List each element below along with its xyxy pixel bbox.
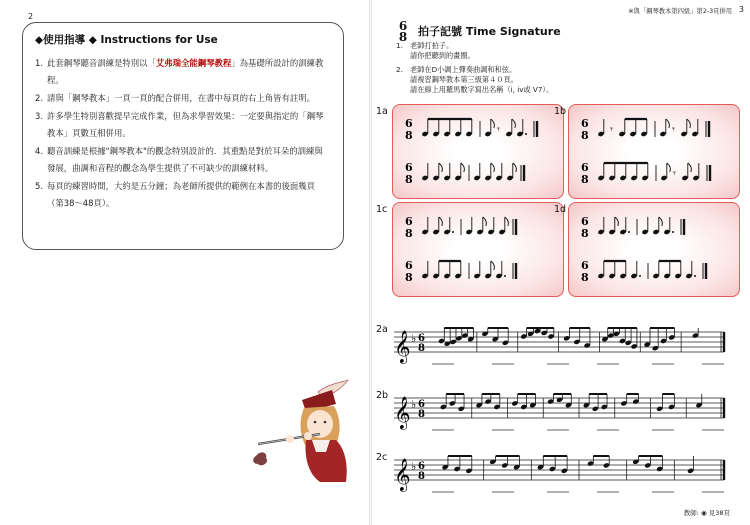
note-flag (491, 163, 495, 172)
section-instructions (396, 41, 553, 99)
note-dot (504, 275, 506, 277)
teacher-footer: 教師: ◉ 見38頁 (683, 509, 730, 517)
svg-text:6: 6 (405, 215, 413, 228)
section-title: 拍子記號 Time Signature (418, 25, 561, 38)
right-page (372, 0, 750, 525)
rhythm-options-1a (393, 105, 565, 200)
rest: 𝄾 (497, 123, 500, 136)
svg-text:6: 6 (581, 259, 589, 272)
svg-text:8: 8 (581, 129, 589, 142)
instructions-heading: ◆使用指導 ◆ Instructions for Use (35, 34, 218, 46)
note-dot (672, 231, 674, 233)
note-flag (513, 163, 517, 172)
page-number-left: 2 (28, 12, 34, 21)
note-flag (687, 119, 691, 128)
instruction-number: 3. (35, 111, 43, 121)
rest: 𝄾 (672, 123, 675, 136)
staff-2c-notation (372, 448, 750, 508)
time-signature (405, 215, 413, 240)
note-flag (483, 217, 487, 226)
note-flag (491, 119, 495, 128)
time-signature (581, 215, 589, 240)
section-instruction-item: 1. 老師打拍子。 請你把聽到的畫圈。 (396, 41, 475, 60)
note-dot (452, 231, 454, 233)
girl-playing-flute-illustration (250, 378, 355, 483)
note-dot (694, 275, 696, 277)
svg-text:6: 6 (405, 117, 413, 130)
exercise-box-1b[interactable] (568, 104, 740, 199)
treble-clef: 𝄞 (394, 330, 411, 363)
staff-label-2c: 2c (376, 452, 388, 463)
note-dot (628, 231, 630, 233)
instruction-text: 每頁的練習時間，大約是五分鐘；為老師所提供的範例在本書的後面幾頁（第38～48頁）。 (47, 181, 315, 208)
time-signature (405, 161, 413, 186)
instructions-box (22, 22, 344, 250)
svg-text:8: 8 (581, 271, 589, 284)
key-signature-flat: ♭ (411, 398, 417, 411)
exercise-label-1c: 1c (376, 204, 388, 215)
instruction-number: 4. (35, 146, 43, 156)
note-dot (639, 275, 641, 277)
exercise-box-1a[interactable] (392, 104, 567, 199)
time-signature: 6 (418, 399, 425, 410)
note-flag (667, 163, 671, 172)
time-signature (581, 117, 589, 142)
exercise-label-1d: 1d (554, 204, 567, 215)
time-signature (405, 259, 413, 284)
instruction-number: 1. (35, 58, 43, 68)
staff-label-2b: 2b (376, 390, 389, 401)
time-signature (581, 259, 589, 284)
exercise-box-1d[interactable] (568, 202, 740, 297)
page-number-right: 3 (738, 5, 744, 14)
exercise-label-1a: 1a (376, 106, 388, 117)
instruction-item (35, 143, 331, 177)
svg-text:8: 8 (405, 173, 413, 186)
instruction-text: 此套鋼琴聽音訓練是特別以「艾弗瑞全能鋼琴教程」為基礎所設計的訓練教程。 (47, 58, 324, 85)
instruction-number: 2. (35, 93, 43, 103)
note-flag (615, 217, 619, 226)
rest: 𝄾 (610, 123, 613, 136)
key-signature-flat: ♭ (411, 460, 417, 473)
rhythm-options-1c (393, 203, 565, 298)
svg-text:6: 6 (405, 161, 413, 174)
left-page (0, 0, 372, 525)
svg-text:6: 6 (581, 161, 589, 174)
instruction-text: 許多學生特別喜歡提早完成作業，但為求學習效果：一定要與指定的「鋼琴教本」頁數互相併用。 (47, 111, 324, 138)
rest: 𝄾 (673, 167, 676, 180)
treble-clef: 𝄞 (394, 396, 411, 429)
time-signature: 8 (418, 409, 425, 420)
note-flag (439, 163, 443, 172)
note-flag (491, 261, 495, 270)
staff-2b-notation (372, 386, 750, 446)
instruction-number: 5. (35, 181, 43, 191)
time-signature-section (394, 14, 744, 94)
note-flag (505, 217, 509, 226)
rhythm-options-1d (569, 203, 741, 298)
svg-text:8: 8 (405, 129, 413, 142)
note-flag (659, 217, 663, 226)
svg-text:8: 8 (581, 173, 589, 186)
section-instruction-item: 2. 老師在D小調上彈奏曲調和和弦。 請複習鋼琴教本第三級第４０頁。 請在線上用羅馬數字寫出名稱（i, iv或 V7）。 (396, 65, 554, 94)
note-flag (688, 163, 692, 172)
time-signature (405, 117, 413, 142)
instructions-list (35, 55, 331, 212)
note-dot (525, 133, 527, 135)
time-signature (581, 161, 589, 186)
time-signature: 6 (418, 333, 425, 344)
svg-text:6: 6 (581, 117, 589, 130)
svg-text:8: 8 (405, 271, 413, 284)
note-flag (439, 217, 443, 226)
book-title: 艾弗瑞全能鋼琴教程 (155, 58, 232, 68)
staff-label-2a: 2a (376, 324, 388, 335)
instruction-text: 聽音訓練是根據"鋼琴教本"的觀念特別設計的．其重點是對於耳朵的訓練與發展，曲調和音程的觀念為學生提供了不可缺少的訓練材料。 (47, 146, 323, 173)
svg-text:6: 6 (581, 215, 589, 228)
time-signature: 6 (418, 461, 425, 472)
instruction-item (35, 178, 331, 212)
note-flag (512, 119, 516, 128)
instruction-text: 請與「鋼琴教本」一頁一頁的配合併用，在書中每頁的右上角皆有註明。 (47, 93, 315, 103)
note-flag (461, 163, 465, 172)
key-signature-flat: ♭ (411, 332, 417, 345)
time-signature: 8 (418, 343, 425, 354)
note-flag (666, 119, 670, 128)
staff-2a-notation (372, 320, 750, 380)
instruction-item (35, 55, 331, 89)
svg-text:8: 8 (405, 227, 413, 240)
exercise-label-1b: 1b (554, 106, 567, 117)
header-note: ※與「鋼琴教本第四級」第2-3頁併用 (628, 8, 732, 15)
time-signature-icon: 6 8 (398, 19, 408, 44)
exercise-box-1c[interactable] (392, 202, 567, 297)
instruction-item (35, 108, 331, 142)
treble-clef: 𝄞 (394, 458, 411, 491)
time-signature: 8 (418, 471, 425, 482)
svg-text:8: 8 (581, 227, 589, 240)
rhythm-options-1b (569, 105, 741, 200)
svg-text:6: 6 (405, 259, 413, 272)
instruction-item (35, 90, 331, 107)
